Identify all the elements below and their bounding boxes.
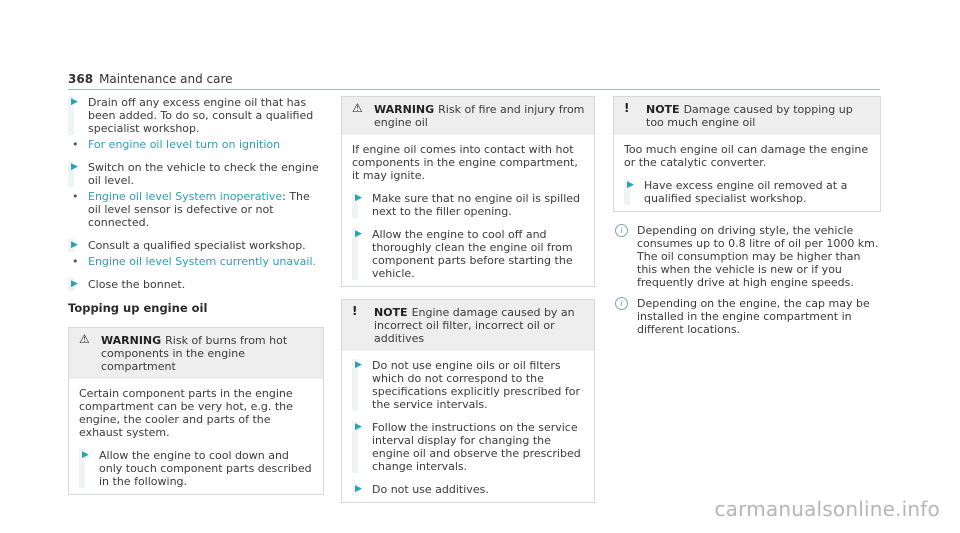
instruction-step: ▶ Drain off any excess engine oil that has been added. To do so, consult a qualified specialist workshop. • For engine oil level turn on ignition — [68, 96, 324, 151]
instruction-step: ▶ Switch on the vehicle to check the engine oil level. • Engine oil level System inoperative: The oil level sensor is defective or not connected. — [68, 161, 324, 229]
arrow-icon: ▶ — [71, 162, 78, 172]
watermark: carmanualsonline.info — [714, 497, 940, 521]
display-message: For engine oil level turn on ignition — [88, 138, 281, 151]
bullet-icon: • — [72, 138, 79, 151]
arrow-icon: ▶ — [355, 360, 362, 370]
warning-triangle-icon: ⚠ — [79, 332, 90, 346]
bullet-icon: • — [72, 255, 79, 268]
arrow-icon: ▶ — [355, 193, 362, 203]
info-icon: i — [615, 224, 628, 237]
warning-triangle-icon: ⚠ — [352, 101, 363, 115]
note-box: ! NOTE Engine damage caused by an incorrect oil filter, incorrect oil or additives ▶ Do not use engine oils or oil filters which do not correspond to the specifications explicitly prescribed for the service intervals. ▶ Follow the instructions on the service interval display for changing the engine oil and observe the prescribed change intervals. ▶ Do not use additives. — [341, 299, 595, 503]
bullet-icon: • — [72, 190, 79, 203]
arrow-icon: ▶ — [71, 279, 78, 289]
column-1 — [68, 96, 324, 507]
info-note: i Depending on driving style, the vehicle consumes up to 0.8 litre of oil per 1000 km. The oil consumption may be higher than this when the vehicle is new or if you frequently drive at high engine speeds. — [613, 224, 881, 289]
arrow-icon: ▶ — [355, 229, 362, 239]
arrow-icon: ▶ — [82, 450, 89, 460]
page-header — [68, 72, 233, 86]
warning-box: ⚠ WARNING Risk of burns from hot components in the engine compartment Certain component parts in the engine compartment can be very hot, e.g. the engine, the cooler and parts of the exhaust system. ▶ Allow the engine to cool down and only touch component parts described in the following. — [68, 327, 324, 495]
header-rule — [68, 89, 880, 90]
section-title: Maintenance and care — [99, 72, 233, 86]
info-note: i Depending on the engine, the cap may be installed in the engine compartment in different locations. — [613, 297, 881, 336]
info-icon: i — [615, 297, 628, 310]
exclamation-icon: ! — [624, 101, 630, 115]
arrow-icon: ▶ — [71, 240, 78, 250]
arrow-icon: ▶ — [627, 180, 634, 190]
column-2 — [341, 96, 595, 515]
arrow-icon: ▶ — [355, 484, 362, 494]
section-heading: Topping up engine oil — [68, 301, 208, 315]
arrow-icon: ▶ — [355, 422, 362, 432]
display-message: Engine oil level System inoperative — [88, 190, 283, 203]
warning-box: ⚠ WARNING Risk of fire and injury from engine oil If engine oil comes into contact with hot components in the engine compartment, it may ignite. ▶ Make sure that no engine oil is spilled next to the filler opening. ▶ Allow the engine to cool off and thoroughly clean the engine oil from component parts before starting the vehicle. — [341, 96, 595, 287]
arrow-icon: ▶ — [71, 97, 78, 107]
note-box: ! NOTE Damage caused by topping up too much engine oil Too much engine oil can damage the engine or the catalytic converter. ▶ Have excess engine oil removed at a qualified specialist workshop. — [613, 96, 881, 212]
column-3 — [613, 96, 881, 344]
instruction-step: ▶ Close the bonnet. — [68, 278, 324, 291]
instruction-step: ▶ Consult a qualified specialist workshop. • Engine oil level System currently unavail. — [68, 239, 324, 268]
display-message: Engine oil level System currently unavail. — [88, 255, 316, 268]
page-number: 368 — [68, 72, 94, 86]
exclamation-icon: ! — [352, 304, 358, 318]
